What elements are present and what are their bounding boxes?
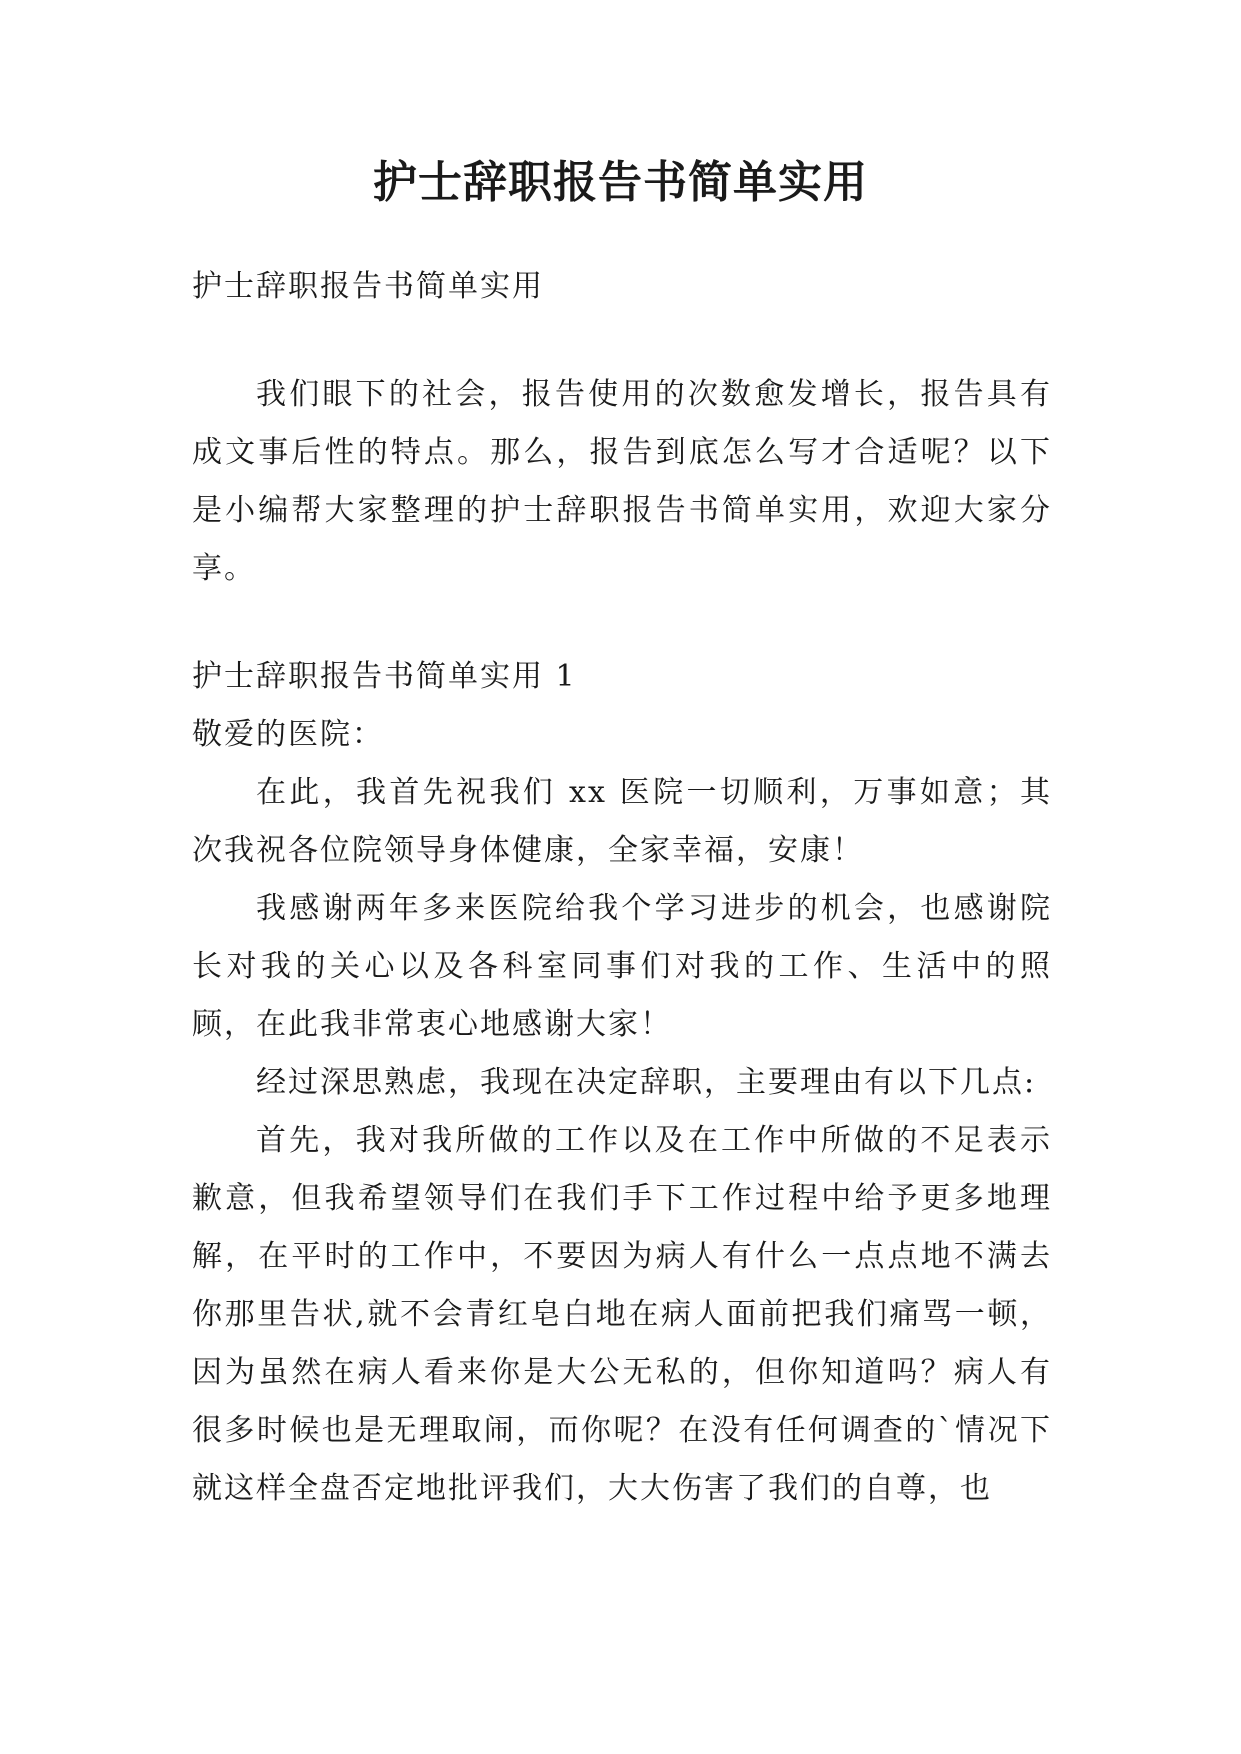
salutation: 敬爱的医院：	[192, 717, 384, 752]
intro-paragraph: 我们眼下的社会，报告使用的次数愈发增长，报告具有成文事后性的特点。那么，报告到底怎么写才合适呢？以下是小编帮大家整理的护士辞职报告书简单实用，欢迎大家分享。	[192, 377, 1052, 586]
section-heading: 护士辞职报告书简单实用 1	[192, 659, 577, 694]
body-paragraph: 我感谢两年多来医院给我个学习进步的机会，也感谢院长对我的关心以及各科室同事们对我的工作、生活中的照顾，在此我非常衷心地感谢大家！	[192, 891, 1052, 1042]
document-title: 护士辞职报告书简单实用	[373, 157, 868, 208]
body-paragraph: 在此，我首先祝我们 xx 医院一切顺利，万事如意；其次我祝各位院领导身体健康，全家幸福，安康！	[192, 775, 1052, 868]
document-subtitle: 护士辞职报告书简单实用	[192, 269, 544, 304]
body-paragraph: 经过深思熟虑，我现在决定辞职，主要理由有以下几点:	[256, 1065, 1037, 1100]
body-paragraph: 首先，我对我所做的工作以及在工作中所做的不足表示歉意，但我希望领导们在我们手下工作过程中给予更多地理解，在平时的工作中，不要因为病人有什么一点点地不满去你那里告状,就不会青红皂白地在病人面前把我们痛骂一顿，因为虽然在病人看来你是大公无私的，但你知道吗？病人有很多时候也是无理取闹，而你呢？在没有任何调查的`情况下就这样全盘否定地批评我们，大大伤害了我们的自尊，也	[192, 1123, 1052, 1506]
document-body	[192, 258, 1052, 1518]
